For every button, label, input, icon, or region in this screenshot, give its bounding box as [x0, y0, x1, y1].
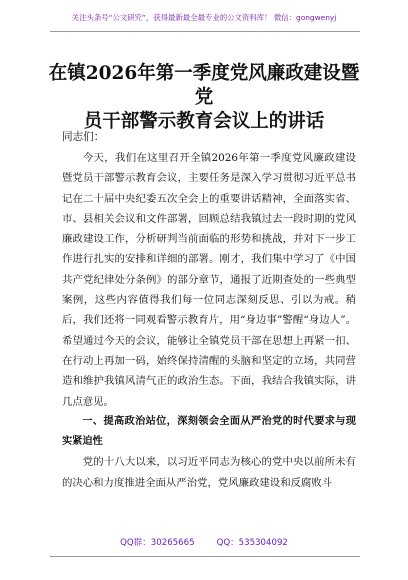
bottom-divider: [50, 556, 360, 557]
top-banner: 关注头条号“公文研究”，获得最新最全最专业的公文资料库！ 微信：gongwenyj: [71, 13, 337, 22]
title-line-1: 在镇2026年第一季度党风廉政建设暨党: [48, 63, 360, 108]
section-heading: 一、提高政治站位，深刻领会全面从严治党的时代要求与现实紧迫性: [62, 415, 356, 448]
section-paragraph: 党的十八大以来，以习近平同志为核心的党中央以前所未有的决心和力度推进全面从严治党，党风廉政建设和反腐败斗: [62, 456, 356, 489]
qq-text: QQ：535304092: [216, 538, 288, 548]
qq-group-text: QQ群：30265665: [120, 538, 195, 548]
body-paragraph: 今天，我们在这里召开全镇2026年第一季度党风廉政建设暨党员干部警示教育会议，主要任务是深入学习贯彻习近平总书记在二十届中央纪委五次全会上的重要讲话精神，全面落实省、市、县相关会议和文件部署，回顾总结我镇过去一段时期的党风廉政建设工作，分析研判当前面临的形势和挑战，并对下一步工作进行扎实的安排和详细的部署。刚才，我们集中学习了《中国共产党纪律处分条例》的部分章节，通报了近期查处的一些典型案例，这些内容值得我们每一位同志深刻反思、引以为戒。稍后，我们还将一同观看警示教育片，用“身边事”警醒“身边人”。希望通过今天的会议，能够让全镇党员干部在思想上再紧一扣、在行动上再加一码，始终保持清醒的头脑和坚定的立场，共同营造和维护我镇风清气正的政治生态。下面，我结合我镇实际，讲几点意见。: [62, 152, 356, 408]
contact-footer: [0, 537, 408, 549]
document-title: [40, 62, 368, 134]
top-divider: [50, 31, 360, 32]
greeting: 同志们：: [62, 131, 105, 143]
title-line-2: 员干部警示教育会议上的讲话: [83, 111, 325, 132]
document-body: [62, 148, 356, 493]
